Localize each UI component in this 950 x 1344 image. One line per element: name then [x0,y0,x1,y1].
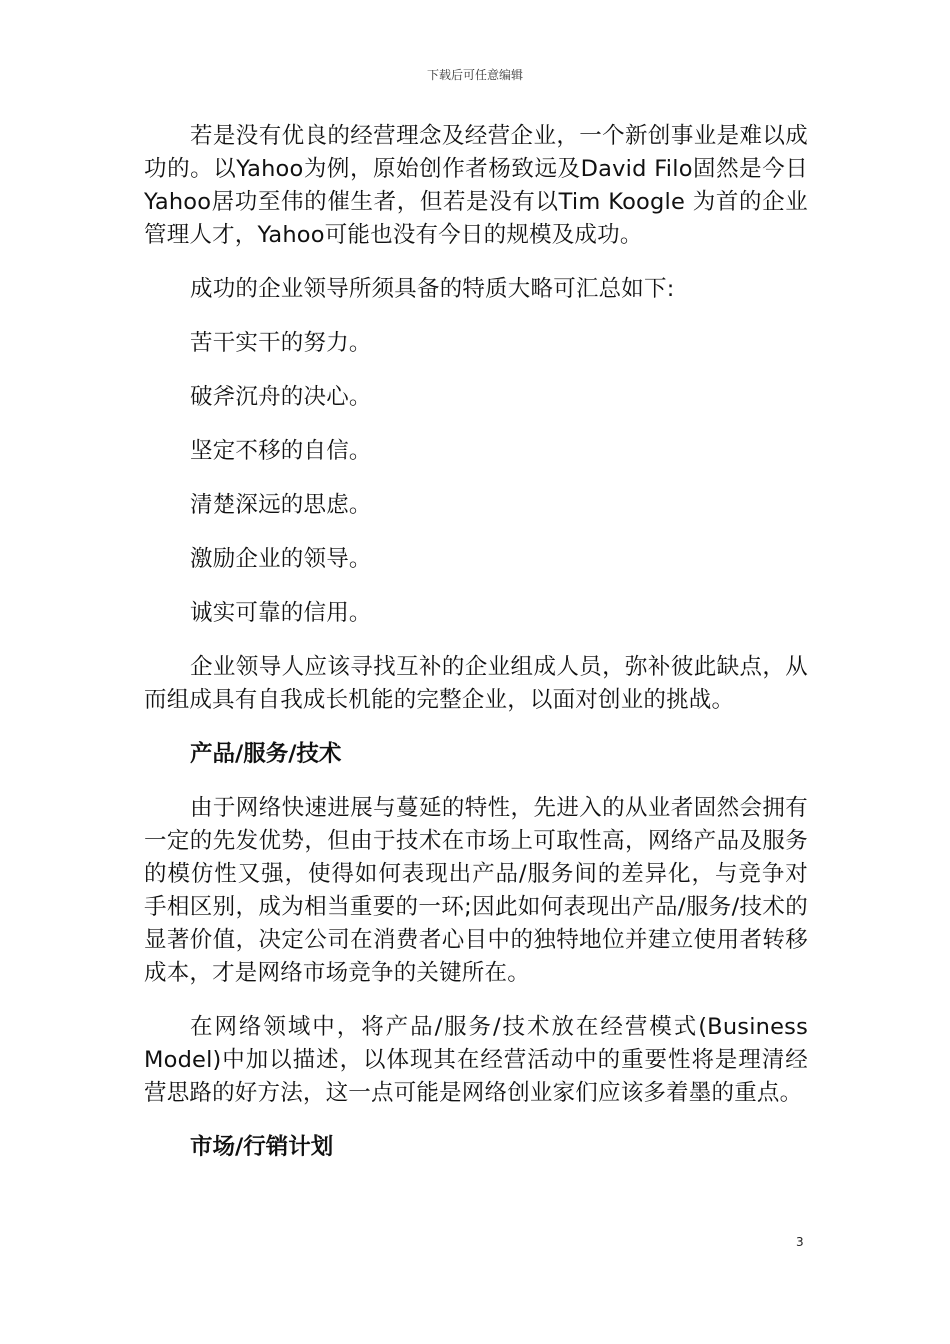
paragraph-product-differentiation: 由于网络快速进展与蔓延的特性，先进入的从业者固然会拥有一定的先发优势，但由于技术在市场上可取性高，网络产品及服务的模仿性又强，使得如何表现出产品/服务间的差异化，与竞争对手相区别，成为相当重要的一环;因此如何表现出产品/服务/技术的显著价值，决定公司在消费者心目中的独特地位并建立使用者转移成本，才是网络市场竞争的关键所在。 [144,795,808,986]
paragraph-team: 企业领导人应该寻找互补的企业组成人员，弥补彼此缺点，从而组成具有自我成长机能的完整企业，以面对创业的挑战。 [144,654,808,713]
trait-item: 坚定不移的自信。 [190,438,372,464]
paragraph-management: 若是没有优良的经营理念及经营企业，一个新创事业是难以成功的。以Yahoo为例，原始创作者杨致远及David Filo固然是今日Yahoo居功至伟的催生者，但若是没有以Tim Koogle 为首的企业管理人才，Yahoo可能也没有今日的规模及成功。 [144,123,808,248]
trait-item: 激励企业的领导。 [190,546,372,572]
paragraph-traits-intro: 成功的企业领导所须具备的特质大略可汇总如下: [190,276,675,302]
page-number: 3 [796,1235,804,1249]
document-body [144,120,808,1164]
paragraph-business-model: 在网络领域中，将产品/服务/技术放在经营模式(Business Model)中加以描述，以体现其在经营活动中的重要性将是理清经营思路的好方法，这一点可能是网络创业家们应该多着墨的重点。 [144,1014,808,1106]
trait-item: 诚实可靠的信用。 [190,600,372,626]
section-heading-product: 产品/服务/技术 [190,741,342,767]
trait-item: 清楚深远的思虑。 [190,492,372,518]
trait-item: 破斧沉舟的决心。 [190,384,372,410]
section-heading-market: 市场/行销计划 [190,1134,334,1160]
trait-item: 苦干实干的努力。 [190,330,372,356]
page-header: 下载后可任意编辑 [426,68,523,82]
